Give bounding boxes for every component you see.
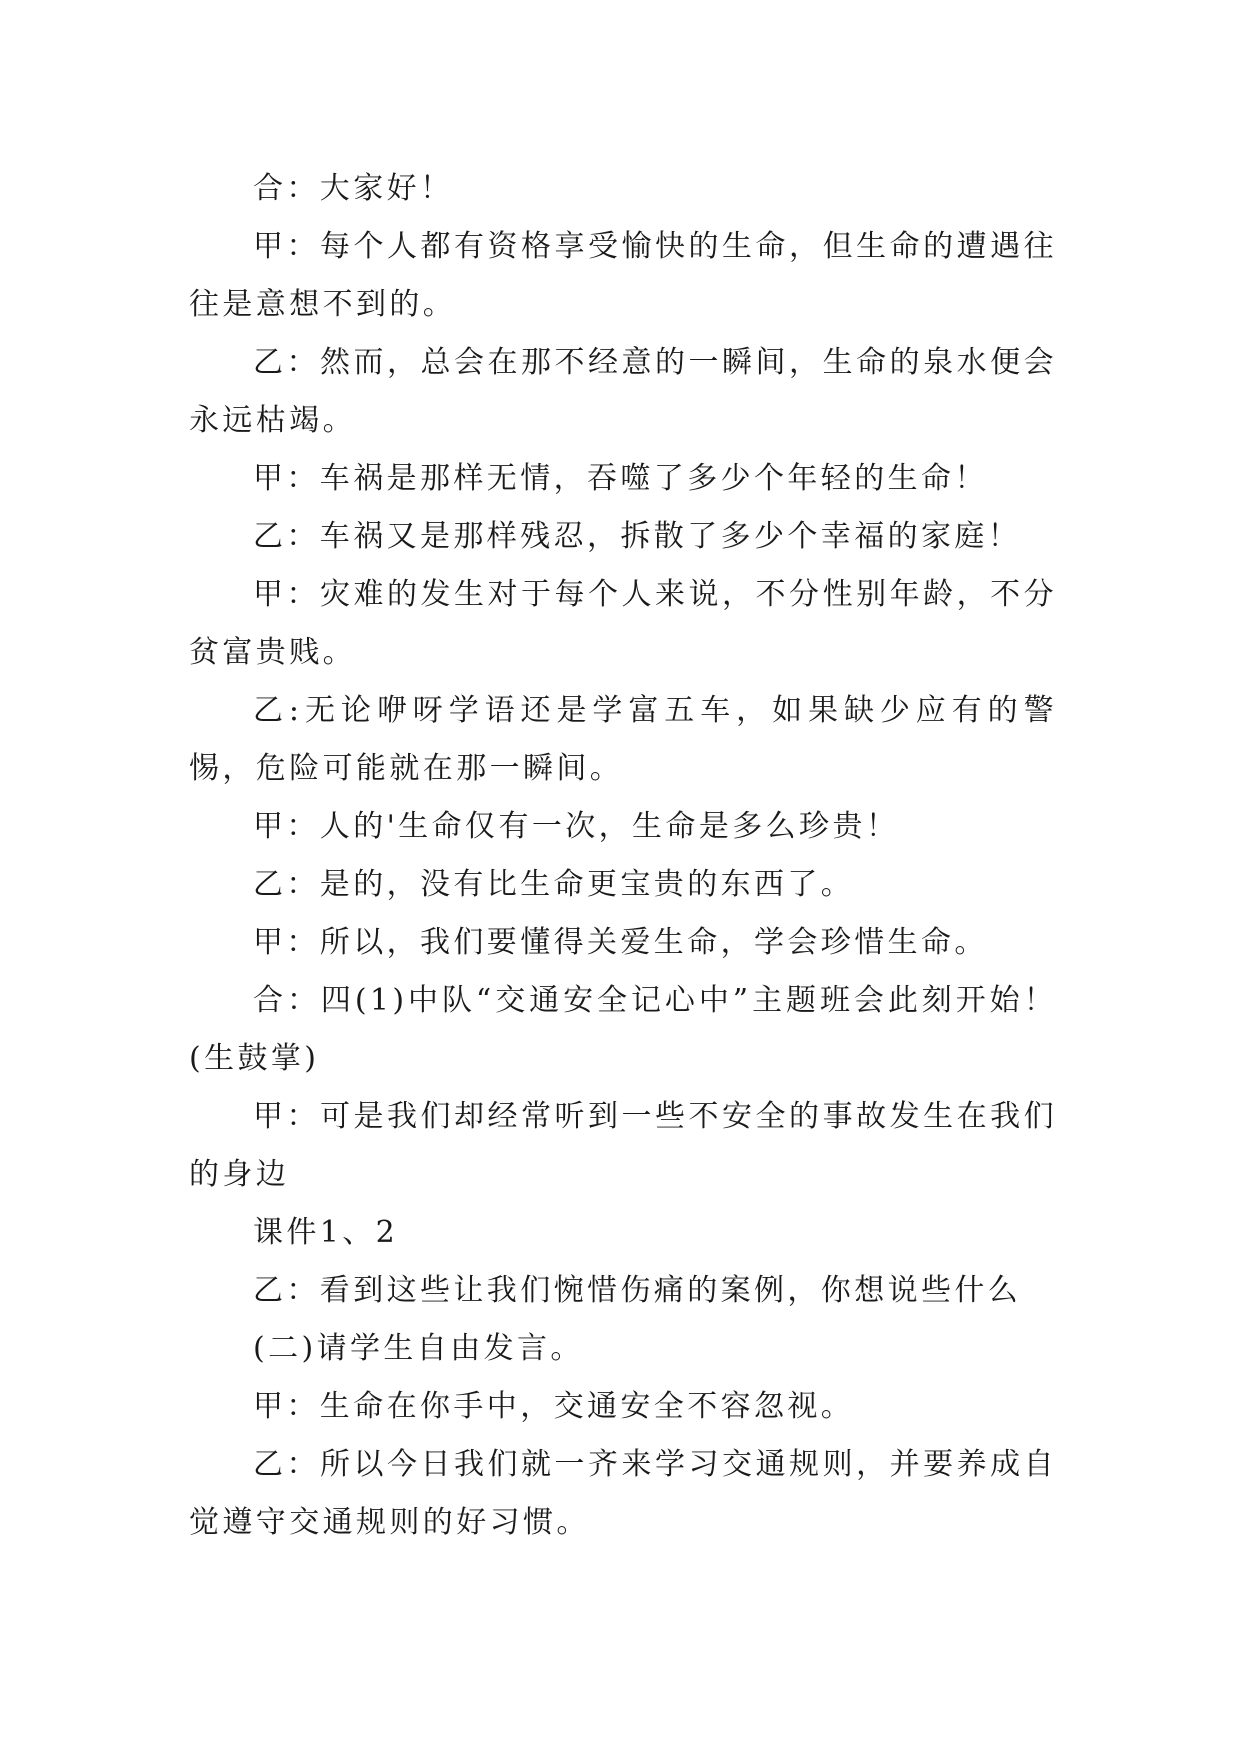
paragraph: 甲：人的'生命仅有一次，生命是多么珍贵！ xyxy=(253,809,900,844)
paragraph: 合：大家好！ xyxy=(253,171,454,206)
paragraph: 乙：所以今日我们就一齐来学习交通规则，并要养成自觉遵守交通规则的好习惯。 xyxy=(189,1447,1057,1540)
paragraph: 甲：生命在你手中，交通安全不容忽视。 xyxy=(253,1389,855,1424)
paragraph: 乙：看到这些让我们惋惜伤痛的案例，你想说些什么 xyxy=(253,1273,1022,1308)
paragraph: 甲：车祸是那样无情，吞噬了多少个年轻的生命！ xyxy=(253,461,988,496)
paragraph: 甲：可是我们却经常听到一些不安全的事故发生在我们的身边 xyxy=(189,1099,1057,1192)
paragraph: 乙：然而，总会在那不经意的一瞬间，生命的泉水便会永远枯竭。 xyxy=(189,345,1057,438)
paragraph: 甲：灾难的发生对于每个人来说，不分性别年龄，不分贫富贵贱。 xyxy=(189,577,1057,670)
paragraph: 甲：所以，我们要懂得关爱生命，学会珍惜生命。 xyxy=(253,925,988,960)
document-body xyxy=(189,160,1057,1552)
paragraph: 课件1、2 xyxy=(253,1215,399,1250)
paragraph: 乙：车祸又是那样残忍，拆散了多少个幸福的家庭！ xyxy=(253,519,1022,554)
paragraph: 乙:无论咿呀学语还是学富五车，如果缺少应有的警惕，危险可能就在那一瞬间。 xyxy=(189,693,1057,786)
paragraph: 乙：是的，没有比生命更宝贵的东西了。 xyxy=(253,867,855,902)
paragraph: 甲：每个人都有资格享受愉快的生命，但生命的遭遇往往是意想不到的。 xyxy=(189,229,1057,322)
paragraph: (二)请学生自由发言。 xyxy=(253,1331,584,1366)
paragraph: 合：四(1)中队“交通安全记心中”主题班会此刻开始！(生鼓掌) xyxy=(189,983,1057,1076)
